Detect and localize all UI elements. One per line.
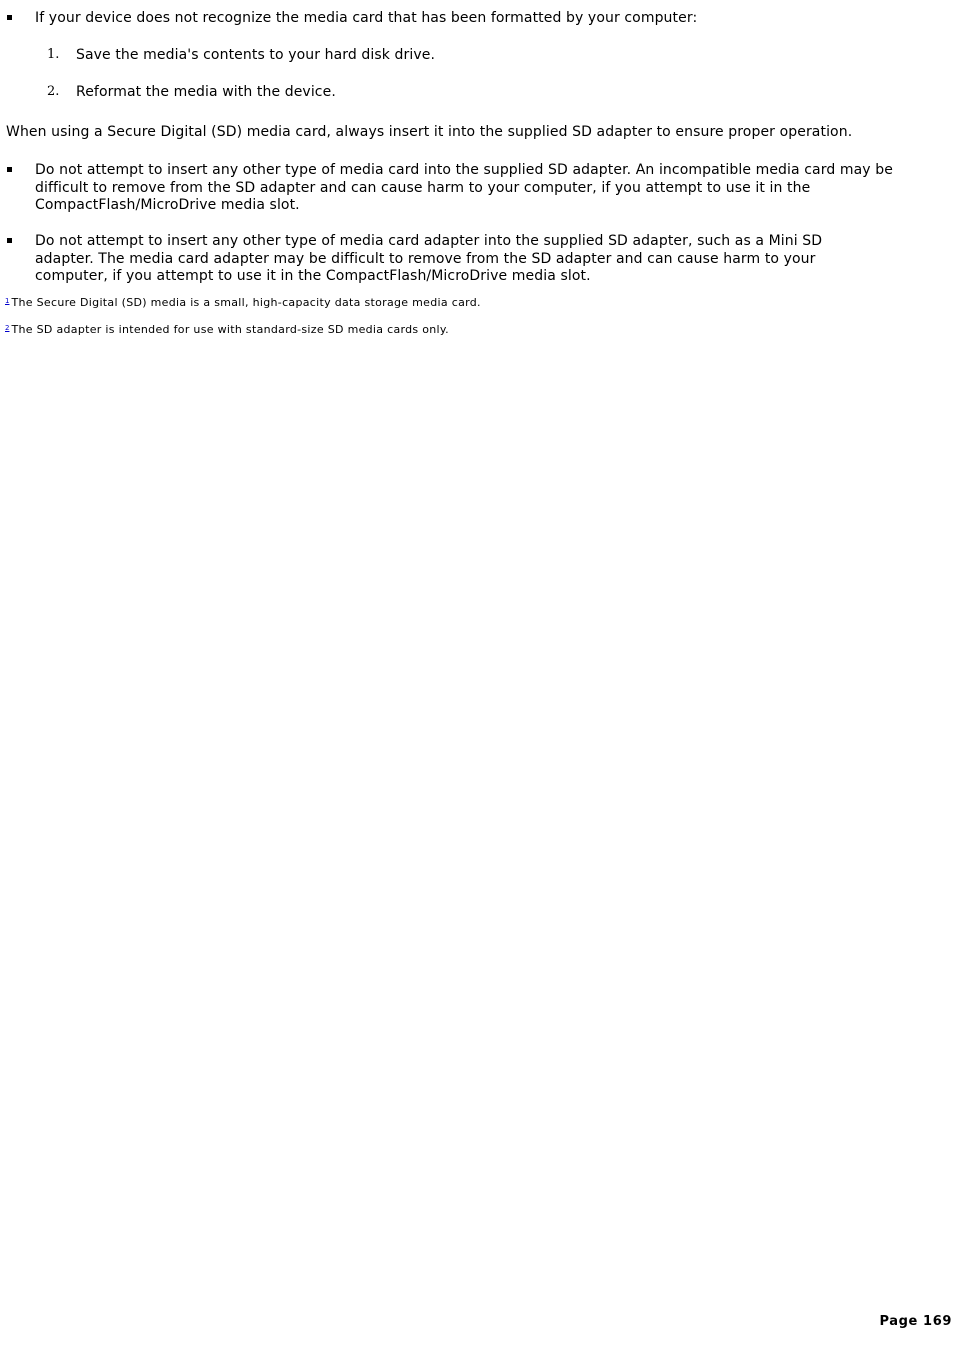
step-text: Reformat the media with the device. bbox=[76, 84, 336, 100]
square-bullet-icon bbox=[7, 238, 12, 243]
footnote-text: The SD adapter is intended for use with standard-size SD media cards only. bbox=[11, 323, 449, 336]
footnote-link-2[interactable]: 2 bbox=[5, 324, 10, 332]
step-text: Save the media's contents to your hard disk drive. bbox=[76, 47, 436, 63]
step-number: 2. bbox=[47, 84, 60, 99]
footnote-1 bbox=[5, 294, 905, 310]
step-number: 1. bbox=[47, 47, 60, 62]
page-number: Page 169 bbox=[879, 1314, 952, 1329]
sd-card-paragraph: When using a Secure Digital (SD) media card, always insert it into the supplied SD adapter to ensure proper operation. bbox=[6, 124, 853, 140]
bullet-text: If your device does not recognize the media card that has been formatted by your computer: bbox=[35, 10, 698, 26]
bullet-text: Do not attempt to insert any other type of media card into the supplied SD adapter. An incompatible media card may be difficult to remove from the SD adapter and can cause harm to your computer, if you attempt to use it in the CompactFlash/MicroDrive media slot. bbox=[35, 162, 893, 214]
square-bullet-icon bbox=[7, 15, 12, 20]
footnote-link-1[interactable]: 1 bbox=[5, 297, 10, 305]
square-bullet-icon bbox=[7, 167, 12, 172]
footnote-text: The Secure Digital (SD) media is a small, high-capacity data storage media card. bbox=[11, 296, 481, 309]
footnote-2 bbox=[5, 321, 905, 337]
bullet-text: Do not attempt to insert any other type of media card adapter into the supplied SD adapter, such as a Mini SD adapter. The media card adapter may be difficult to remove from the SD adapter and can cause harm to your computer, if you attempt to use it in the CompactFlash/MicroDrive media slot. bbox=[35, 233, 823, 285]
